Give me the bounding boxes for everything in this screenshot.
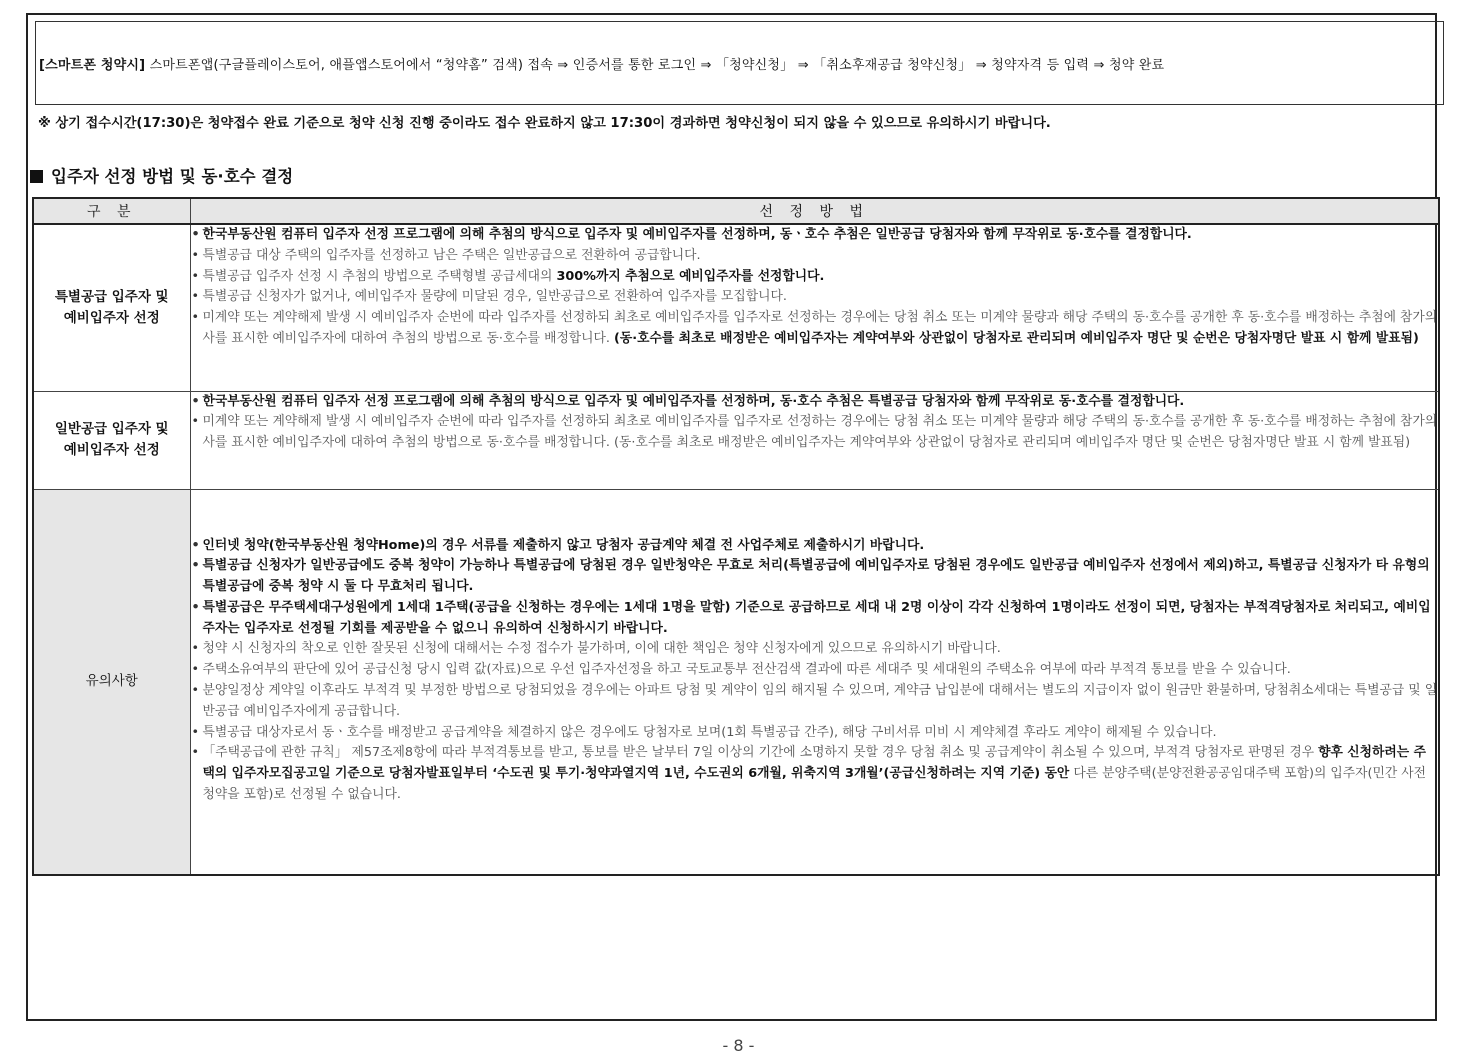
- smartphone-instruction: [39, 54, 1164, 73]
- smartphone-label: [스마트폰 청약시]: [39, 58, 146, 73]
- list-item: • 특별공급 신청자가 없거나, 예비입주자 물량에 미달된 경우, 일반공급으로 전환하여 입주자를 모집합니다.: [191, 287, 1439, 308]
- list-item: • 청약 시 신청자의 착오로 인한 잘못된 신청에 대해서는 수정 접수가 불가하며, 이에 대한 책임은 청약 신청자에게 있으므로 유의하시기 바랍니다.: [191, 639, 1439, 660]
- table-header-row: [33, 198, 1439, 224]
- list-item: • 인터넷 청약(한국부동산원 청약Home)의 경우 서류를 제출하지 않고 당첨자 공급계약 체결 전 사업주체로 제출하시기 바랍니다.: [191, 536, 1439, 557]
- list-item: • 특별공급 대상 주택의 입주자를 선정하고 남은 주택은 일반공급으로 전환하여 공급합니다.: [191, 246, 1439, 267]
- row-category-line: 예비입주자 선정: [63, 442, 160, 458]
- row-category-line: 예비입주자 선정: [63, 309, 160, 326]
- row-category-line: 유의사항: [85, 673, 138, 690]
- list-item: • 특별공급 대상자로서 동ㆍ호수를 배정받고 공급계약을 체결하지 않은 경우에도 당첨자로 보며(1회 특별공급 간주), 해당 구비서류 미비 시 계약체결 후라도 계약이 해제될 수 있습니다.: [191, 723, 1439, 744]
- header-method: 선 정 방 법: [190, 198, 1439, 224]
- list-item: • 미계약 또는 계약해제 발생 시 예비입주자 순번에 따라 입주자를 선정하되 최초로 예비입주자를 입주자로 선정하는 경우에는 당첨 취소 또는 미계약 물량과 해당 주택의 동·호수를 공개한 후 동·호수를 배정하는 추첨에 참가의사를 표시한 예비입주자에 대하여 추첨의 방법으로 동·호수를 배정합니다. (동·호수를 최초로 배정받은 예비입주자는 계약여부와 상관없이 당첨자로 관리되며 예비입주자 명단 및 순번은 당첨자명단 발표 시 함께 발표됨): [191, 412, 1439, 454]
- row-content: [190, 489, 1439, 875]
- table-row: [33, 391, 1439, 489]
- list-item-emphasis: 향후 신청하려는 주택의 입주자모집공고일 기준으로 당첨자발표일부터 ‘수도권 및 투기·청약과열지역 1년, 수도권외 6개월, 위축지역 3개월’(공급신청하려는 지역 기준) 동안: [202, 745, 1426, 782]
- list-item: • 특별공급 신청자가 일반공급에도 중복 청약이 가능하나 특별공급에 당첨된 경우 일반청약은 무효로 처리(특별공급에 예비입주자로 당첨된 경우에도 일반공급 예비입주자 선정에서 제외)하고, 특별공급 신청자가 타 유형의 특별공급에 중복 청약 시 둘 다 무효처리 됩니다.: [191, 556, 1439, 598]
- table-row: [33, 224, 1439, 391]
- list-item-text: 다른 분양주택(분양전환공공임대주택 포함)의 입주자(민간 사전청약을 포함)로 선정될 수 없습니다.: [202, 766, 1427, 803]
- page-number: - 8 -: [722, 1036, 755, 1055]
- header-category: 구 분: [33, 198, 190, 224]
- row-category-line: 일반공급 입주자 및: [54, 421, 169, 437]
- section-title: 입주자 선정 방법 및 동·호수 결정: [51, 167, 294, 186]
- list-item-text: 「주택공급에 관한 규칙」 제57조제8항에 따라 부적격통보를 받고, 통보를 받은 날부터 7일 이상의 기간에 소명하지 못할 경우 당첨 취소 및 공급계약이 취소될 수 있으며, 부적격 당첨자로 판명된 경우: [202, 745, 1319, 761]
- row-category: [33, 489, 190, 875]
- list-item: [191, 308, 1439, 350]
- list-item-text: 미계약 또는 계약해제 발생 시 예비입주자 순번에 따라 입주자를 선정하되 최초로 예비입주자를 입주자로 선정하는 경우에는 당첨 취소 또는 미계약 물량과 해당 주택의 동·호수를 공개한 후 동·호수를 배정하는 추첨에 참가의사를 표시한 예비입주자에 대하여 추첨의 방법으로 동·호수를 배정합니다.: [202, 310, 1438, 346]
- deadline-notice: ※ 상기 접수시간(17:30)은 청약접수 완료 기준으로 청약 신청 진행 중이라도 접수 완료하지 않고 17:30이 경과하면 청약신청이 되지 않을 수 있으므로 유의하시기 바랍니다.: [38, 116, 1051, 131]
- list-item: • 한국부동산원 컴퓨터 입주자 선정 프로그램에 의해 추첨의 방식으로 입주자 및 예비입주자를 선정하며, 동·호수 추첨은 특별공급 당첨자와 함께 무작위로 동·호수를 결정합니다.: [191, 392, 1439, 413]
- table-row: [33, 489, 1439, 875]
- square-bullet-icon: [30, 170, 43, 183]
- section-heading: [30, 163, 293, 187]
- row-category: [33, 391, 190, 489]
- row-category-line: 특별공급 입주자 및: [54, 288, 169, 305]
- list-item: • 주택소유여부의 판단에 있어 공급신청 당시 입력 값(자료)으로 우선 입주자선정을 하고 국토교통부 전산검색 결과에 따른 세대주 및 세대원의 주택소유 여부에 따라 부적격 통보를 받을 수 있습니다.: [191, 660, 1439, 681]
- row-category: [33, 224, 190, 391]
- list-item: [191, 743, 1439, 805]
- list-item-emphasis: (동·호수를 최초로 배정받은 예비입주자는 계약여부와 상관없이 당첨자로 관리되며 예비입주자 명단 및 순번은 당첨자명단 발표 시 함께 발표됨): [614, 330, 1419, 346]
- list-item-text: 특별공급 입주자 선정 시 추첨의 방법으로 주택형별 공급세대의: [202, 268, 557, 284]
- smartphone-steps: 스마트폰앱(구글플레이스토어, 애플앱스토어에서 “청약홈” 검색) 접속 ⇒ 인증서를 통한 로그인 ⇒ 「청약신청」 ⇒ 「취소후재공급 청약신청」 ⇒ 청약자격 등 입력 ⇒ 청약 완료: [145, 58, 1165, 73]
- list-item: [191, 267, 1439, 288]
- row-content: [190, 391, 1439, 489]
- list-item-emphasis: 300%까지 추첨으로 예비입주자를 선정합니다.: [556, 268, 825, 284]
- selection-method-table: [32, 197, 1440, 876]
- list-item: • 분양일정상 계약일 이후라도 부적격 및 부정한 방법으로 당첨되었을 경우에는 아파트 당첨 및 계약이 임의 해지될 수 있으며, 계약금 납입분에 대해서는 별도의 지급이자 없이 원금만 환불하며, 당첨취소세대는 특별공급 및 일반공급 예비입주자에게 공급합니다.: [191, 681, 1439, 723]
- row-content: [190, 224, 1439, 391]
- list-item: • 한국부동산원 컴퓨터 입주자 선정 프로그램에 의해 추첨의 방식으로 입주자 및 예비입주자를 선정하며, 동ㆍ호수 추첨은 일반공급 당첨자와 함께 무작위로 동·호수를 결정합니다.: [191, 225, 1439, 246]
- list-item: • 특별공급은 무주택세대구성원에게 1세대 1주택(공급을 신청하는 경우에는 1세대 1명을 말함) 기준으로 공급하므로 세대 내 2명 이상이 각각 신청하여 1명이라도 선정이 되면, 당첨자는 부적격당첨자로 처리되고, 예비입주자는 입주자로 선정될 기회를 제공받을 수 없으니 유의하여 신청하시기 바랍니다.: [191, 598, 1439, 640]
